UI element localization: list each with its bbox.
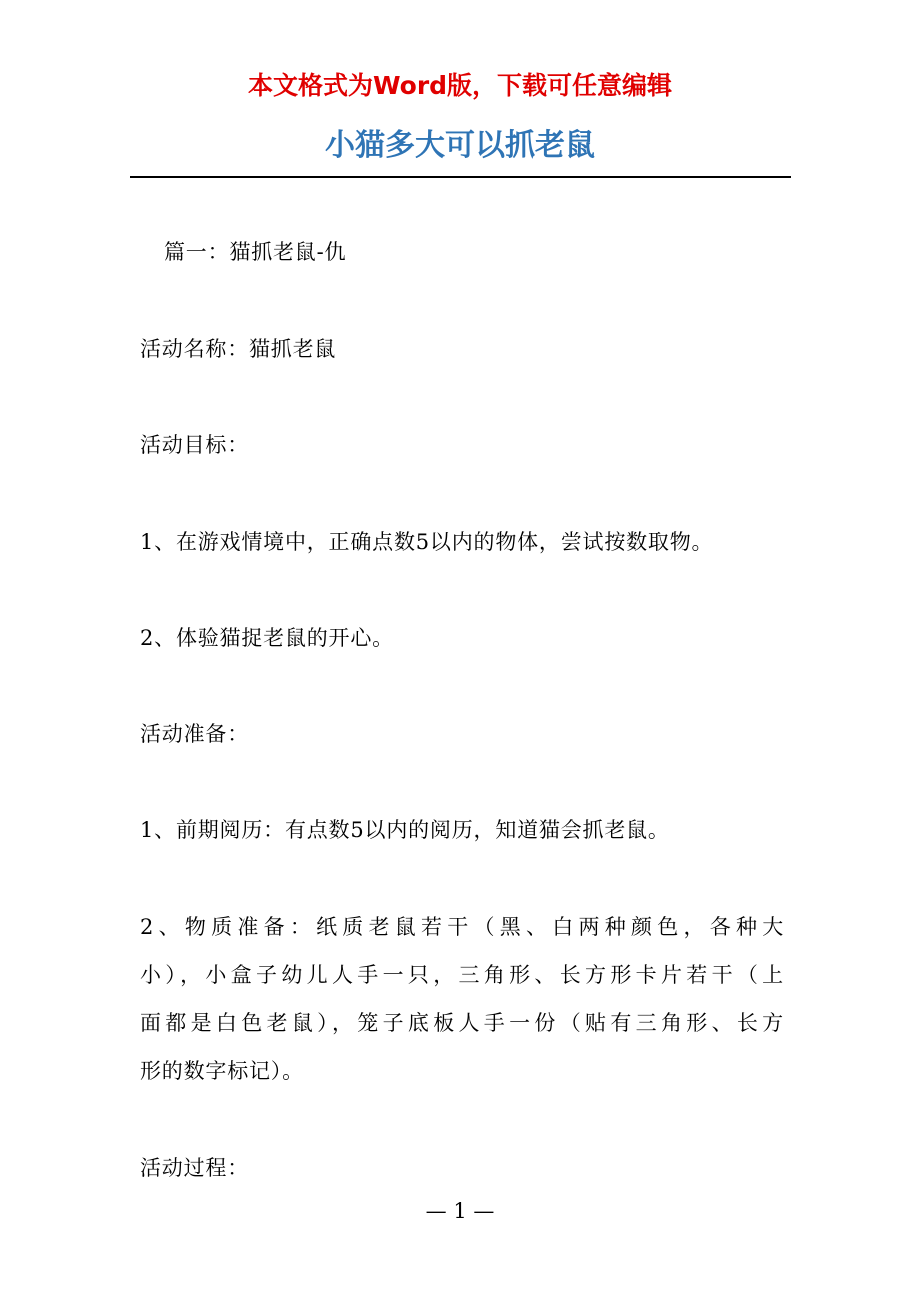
title-divider [130, 176, 791, 178]
activity-goals-heading: 活动目标： [140, 433, 249, 457]
prep-item-2-line: 小），小盒子幼儿人手一只，三角形、长方形卡片若干（上 [140, 963, 784, 987]
document-title: 小猫多大可以抓老鼠 [325, 128, 595, 163]
prep-item-2-line: 2、物质准备：纸质老鼠若干（黑、白两种颜色，各种大 [140, 915, 784, 939]
activity-name: 活动名称：猫抓老鼠 [140, 337, 337, 361]
chapter-heading: 篇一：猫抓老鼠-仇 [164, 240, 347, 264]
prep-item-2 [140, 903, 784, 1095]
goal-item-1: 1、在游戏情境中，正确点数5以内的物体，尝试按数取物。 [140, 530, 714, 554]
prep-item-2-line: 面都是白色老鼠），笼子底板人手一份（贴有三角形、长方 [140, 1011, 784, 1035]
activity-prep-heading: 活动准备： [140, 722, 249, 746]
goal-item-2: 2、体验猫捉老鼠的开心。 [140, 626, 394, 650]
page-number: — 1 — [425, 1199, 495, 1223]
activity-process-heading: 活动过程： [140, 1156, 249, 1180]
format-notice: 本文格式为Word版，下载可任意编辑 [247, 71, 673, 100]
prep-item-2-line: 形的数字标记）。 [140, 1059, 304, 1083]
prep-item-1: 1、前期阅历：有点数5以内的阅历，知道猫会抓老鼠。 [140, 818, 670, 842]
